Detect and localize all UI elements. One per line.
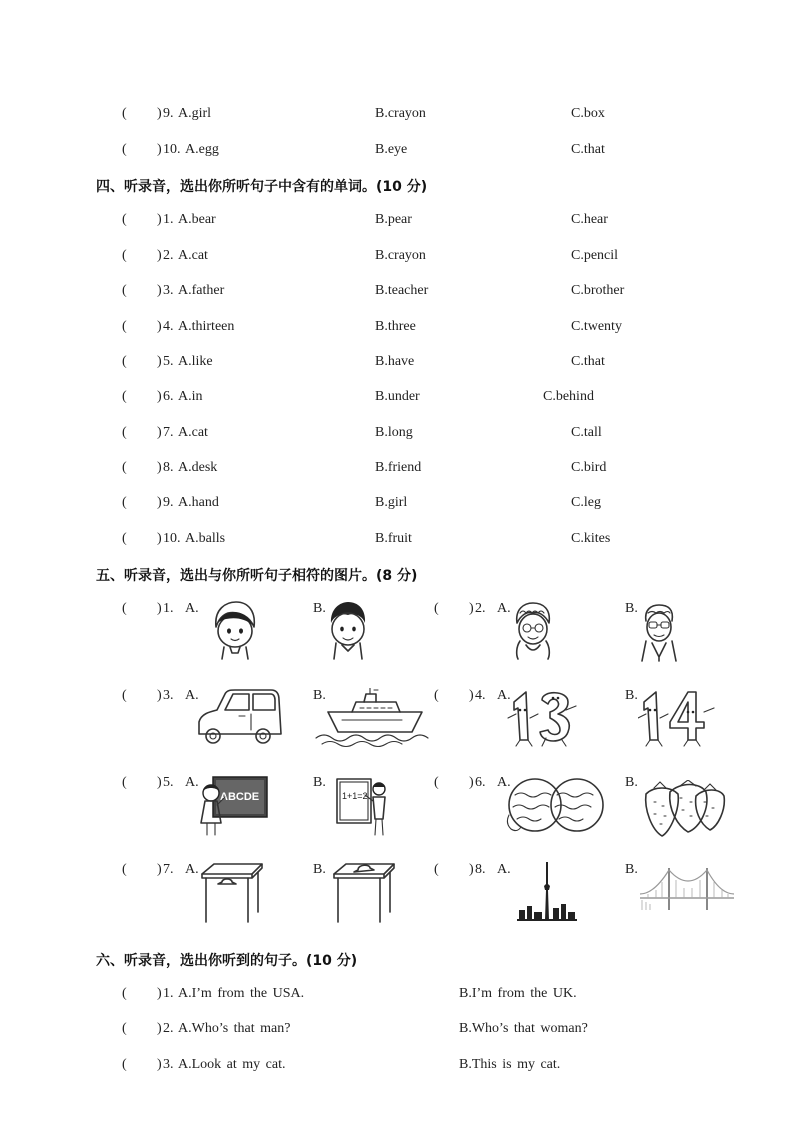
answer-paren-close: )	[157, 283, 162, 298]
question-number: 1.	[163, 601, 174, 616]
option-c: C.twenty	[571, 319, 622, 334]
option-b: B.fruit	[375, 531, 412, 546]
question-number: 10.	[163, 531, 181, 546]
answer-paren-open[interactable]: (	[122, 775, 127, 790]
question-number: 1.	[163, 986, 174, 1001]
number-14-picture[interactable]	[638, 688, 720, 750]
question-number: 10.	[163, 142, 181, 157]
question-number: 7.	[163, 862, 174, 877]
answer-paren-open[interactable]: (	[122, 106, 127, 121]
option-b: B.three	[375, 319, 416, 334]
answer-paren-open[interactable]: (	[122, 986, 127, 1001]
answer-paren-open[interactable]: (	[122, 688, 127, 703]
question-number: 5.	[163, 775, 174, 790]
answer-paren-open[interactable]: (	[122, 1021, 127, 1036]
answer-paren-open[interactable]: (	[122, 531, 127, 546]
question-number: 9.	[163, 106, 174, 121]
board-text: 1+1=2	[342, 791, 368, 801]
man-teacher-picture[interactable]	[335, 775, 391, 839]
option-b: B.teacher	[375, 283, 429, 298]
option-c: C.that	[571, 354, 605, 369]
answer-paren-close: )	[157, 354, 162, 369]
option-b: B.I’m from the UK.	[459, 986, 577, 1001]
answer-paren-close: )	[157, 248, 162, 263]
strawberries-picture[interactable]	[640, 780, 726, 840]
question-number: 6.	[475, 775, 486, 790]
answer-paren-open[interactable]: (	[434, 688, 439, 703]
section-heading: 四、听录音，选出你所听句子中含有的单词。(10 分)	[96, 179, 428, 195]
option-b: B.have	[375, 354, 415, 369]
option-a: A.bear	[178, 212, 216, 227]
option-a: A.hand	[178, 495, 219, 510]
question-row	[0, 106, 794, 130]
option-b-label: B.	[625, 688, 638, 703]
picture-question-row	[0, 688, 794, 768]
answer-paren-open[interactable]: (	[122, 425, 127, 440]
option-b: B.crayon	[375, 106, 426, 121]
question-row	[0, 460, 794, 484]
option-a: A.cat	[178, 248, 208, 263]
answer-paren-open[interactable]: (	[122, 142, 127, 157]
option-a: A.like	[178, 354, 213, 369]
answer-paren-open[interactable]: (	[122, 495, 127, 510]
answer-paren-close: )	[157, 142, 162, 157]
option-b: B.crayon	[375, 248, 426, 263]
answer-paren-close: )	[157, 319, 162, 334]
option-b-label: B.	[313, 862, 326, 877]
question-row	[0, 283, 794, 307]
option-a-label: A.	[185, 862, 199, 877]
option-c: C.that	[571, 142, 605, 157]
golden-gate-bridge-picture[interactable]	[640, 864, 734, 914]
option-b: B.long	[375, 425, 413, 440]
option-a-label: A.	[497, 688, 511, 703]
picture-question-row	[0, 862, 794, 942]
option-a-label: A.	[185, 601, 199, 616]
answer-paren-close: )	[469, 688, 474, 703]
boy-face-picture[interactable]	[328, 601, 368, 661]
option-b: B.friend	[375, 460, 422, 475]
option-c: C.pencil	[571, 248, 619, 263]
question-number: 8.	[475, 862, 486, 877]
question-row	[0, 212, 794, 236]
grandfather-picture[interactable]	[638, 603, 680, 663]
answer-paren-close: )	[157, 1057, 162, 1072]
number-13-picture[interactable]	[506, 688, 588, 750]
option-a: A.thirteen	[178, 319, 235, 334]
answer-paren-close: )	[469, 862, 474, 877]
option-a: A.father	[178, 283, 225, 298]
answer-paren-open[interactable]: (	[122, 283, 127, 298]
option-a-label: A.	[185, 775, 199, 790]
question-number: 4.	[163, 319, 174, 334]
answer-paren-close: )	[469, 775, 474, 790]
answer-paren-close: )	[157, 106, 162, 121]
hat-on-desk-picture[interactable]	[332, 862, 396, 924]
question-row	[0, 425, 794, 449]
question-number: 3.	[163, 688, 174, 703]
watermelons-picture[interactable]	[505, 775, 605, 837]
option-b: B.girl	[375, 495, 408, 510]
answer-paren-close: )	[157, 495, 162, 510]
option-b-label: B.	[313, 775, 326, 790]
answer-paren-close: )	[157, 688, 162, 703]
picture-question-row	[0, 601, 794, 681]
question-row	[0, 389, 794, 413]
option-b-label: B.	[625, 862, 638, 877]
answer-paren-close: )	[157, 389, 162, 404]
question-number: 3.	[163, 1057, 174, 1072]
option-a-label: A.	[185, 688, 199, 703]
question-number: 3.	[163, 283, 174, 298]
girl-face-picture[interactable]	[210, 601, 260, 661]
section-heading: 六、听录音，选出你听到的句子。(10 分)	[96, 953, 358, 969]
woman-teacher-picture[interactable]	[197, 775, 269, 839]
option-a: A.egg	[185, 142, 219, 157]
option-a: A.Who’s that man?	[178, 1021, 291, 1036]
option-c: C.kites	[571, 531, 611, 546]
question-number: 6.	[163, 389, 174, 404]
question-number: 2.	[163, 248, 174, 263]
answer-paren-open[interactable]: (	[434, 601, 439, 616]
option-a-label: A.	[497, 862, 511, 877]
answer-paren-close: )	[469, 601, 474, 616]
answer-paren-close: )	[157, 1021, 162, 1036]
option-b: B.Who’s that woman?	[459, 1021, 588, 1036]
ship-picture[interactable]	[312, 688, 434, 750]
answer-paren-open[interactable]: (	[122, 248, 127, 263]
question-number: 4.	[475, 688, 486, 703]
answer-paren-close: )	[157, 460, 162, 475]
question-row	[0, 986, 794, 1010]
question-row	[0, 495, 794, 519]
answer-paren-open[interactable]: (	[434, 775, 439, 790]
question-row	[0, 142, 794, 166]
answer-paren-close: )	[157, 775, 162, 790]
question-row	[0, 1021, 794, 1045]
option-b: B.under	[375, 389, 420, 404]
answer-paren-open[interactable]: (	[122, 601, 127, 616]
option-b-label: B.	[313, 601, 326, 616]
option-b: B.eye	[375, 142, 408, 157]
question-number: 5.	[163, 354, 174, 369]
picture-question-row	[0, 775, 794, 855]
answer-paren-close: )	[157, 425, 162, 440]
option-a-label: A.	[497, 601, 511, 616]
answer-paren-open[interactable]: (	[122, 460, 127, 475]
option-a: A.desk	[178, 460, 218, 475]
question-number: 1.	[163, 212, 174, 227]
grandmother-picture[interactable]	[512, 601, 554, 661]
answer-paren-open[interactable]: (	[122, 862, 127, 877]
question-number: 7.	[163, 425, 174, 440]
option-c: C.brother	[571, 283, 625, 298]
hat-under-desk-picture[interactable]	[200, 862, 264, 924]
question-number: 8.	[163, 460, 174, 475]
option-c: C.tall	[571, 425, 602, 440]
option-a: A.girl	[178, 106, 212, 121]
option-a-label: A.	[497, 775, 511, 790]
option-b-label: B.	[313, 688, 326, 703]
question-row	[0, 248, 794, 272]
answer-paren-close: )	[157, 862, 162, 877]
answer-paren-open[interactable]: (	[122, 354, 127, 369]
answer-paren-close: )	[157, 986, 162, 1001]
option-a: A.in	[178, 389, 203, 404]
option-c: C.bird	[571, 460, 607, 475]
option-a: A.I’m from the USA.	[178, 986, 305, 1001]
answer-paren-open[interactable]: (	[122, 389, 127, 404]
answer-paren-open[interactable]: (	[122, 1057, 127, 1072]
board-text: ABCDE	[220, 791, 260, 803]
answer-paren-close: )	[157, 212, 162, 227]
cn-tower-skyline-picture[interactable]	[517, 862, 577, 924]
question-row	[0, 531, 794, 555]
section-heading: 五、听录音，选出与你所听句子相符的图片。(8 分)	[96, 568, 418, 584]
answer-paren-open[interactable]: (	[434, 862, 439, 877]
answer-paren-close: )	[157, 601, 162, 616]
option-b-label: B.	[625, 601, 638, 616]
option-c: C.behind	[543, 389, 594, 404]
option-a: A.balls	[185, 531, 226, 546]
option-b-label: B.	[625, 775, 638, 790]
answer-paren-close: )	[157, 531, 162, 546]
question-row	[0, 319, 794, 343]
answer-paren-open[interactable]: (	[122, 212, 127, 227]
question-number: 9.	[163, 495, 174, 510]
car-picture[interactable]	[195, 688, 285, 750]
question-row	[0, 354, 794, 378]
question-number: 2.	[163, 1021, 174, 1036]
option-b: B.pear	[375, 212, 412, 227]
option-c: C.box	[571, 106, 605, 121]
option-a: A.Look at my cat.	[178, 1057, 286, 1072]
answer-paren-open[interactable]: (	[122, 319, 127, 334]
option-a: A.cat	[178, 425, 208, 440]
question-row	[0, 1057, 794, 1081]
option-c: C.leg	[571, 495, 601, 510]
question-number: 2.	[475, 601, 486, 616]
option-c: C.hear	[571, 212, 608, 227]
option-b: B.This is my cat.	[459, 1057, 561, 1072]
